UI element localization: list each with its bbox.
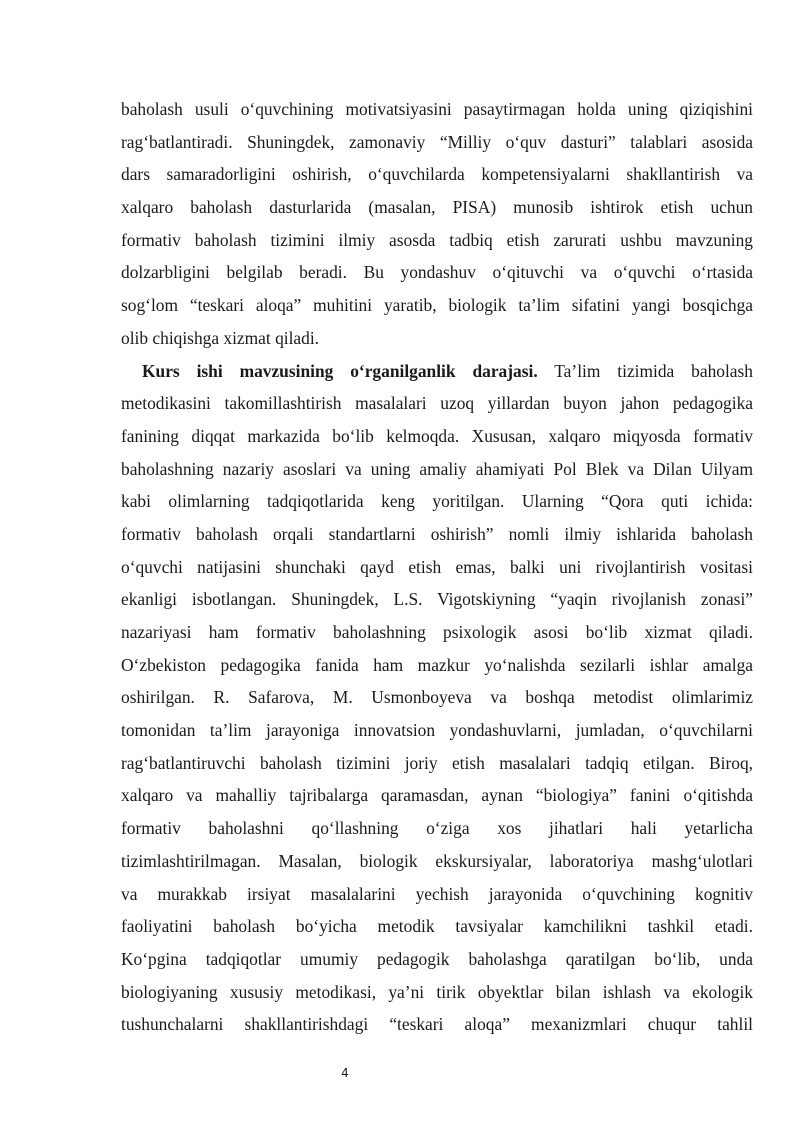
text-line: rag‘batlantiradi. Shuningdek, zamonaviy “Milliy o‘quv dasturi” talablari asosida bbox=[121, 131, 753, 152]
paragraph-first-line bbox=[121, 355, 753, 388]
text-line: o‘quvchi natijasini shunchaki qayd etish emas, balki uni rivojlantirish vositasi bbox=[121, 556, 753, 577]
text-line: xalqaro va mahalliy tajribalarga qaramasdan, aynan “biologiya” fanini o‘qitishda bbox=[121, 785, 753, 806]
text-line: faoliyatini baholash bo‘yicha metodik tavsiyalar kamchilikni tashkil etadi. bbox=[121, 916, 753, 937]
text-line: ekanligi isbotlangan. Shuningdek, L.S. Vigotskiyning “yaqin rivojlanish zonasi” bbox=[121, 589, 753, 610]
text-line: tizimlashtirilmagan. Masalan, biologik ekskursiyalar, laboratoriya mashg‘ulotlari bbox=[121, 850, 753, 871]
text-line: tomonidan ta’lim jarayoniga innovatsion yondashuvlarni, jumladan, o‘quvchilarni bbox=[121, 720, 753, 741]
text-line: sog‘lom “teskari aloqa” muhitini yaratib, biologik ta’lim sifatini yangi bosqichga bbox=[121, 295, 753, 316]
body-text bbox=[121, 93, 753, 1041]
text-line: nazariyasi ham formativ baholashning psixologik asosi bo‘lib xizmat qiladi. bbox=[121, 622, 753, 642]
text-line: biologiyaning xususiy metodikasi, ya’ni tirik obyektlar bilan ishlash va ekologik bbox=[121, 981, 753, 1002]
text-line: xalqaro baholash dasturlarida (masalan, PISA) munosib ishtirok etish uchun bbox=[121, 197, 753, 218]
text-line: fanining diqqat markazida bo‘lib kelmoqda. Xususan, xalqaro miqyosda formativ bbox=[121, 425, 753, 446]
text-line: metodikasini takomillashtirish masalalari uzoq yillardan buyon jahon pedagogika bbox=[121, 393, 753, 414]
section-heading: Kurs ishi mavzusining o‘rganilganlik darajasi. bbox=[142, 360, 538, 381]
text-line: oshirilgan. R. Safarova, M. Usmonboyeva va boshqa metodist olimlarimiz bbox=[121, 687, 753, 708]
text-line: formativ baholash tizimini ilmiy asosda tadbiq etish zarurati ushbu mavzuning bbox=[121, 229, 753, 250]
text-line: baholashning nazariy asoslari va uning amaliy ahamiyati Pol Blek va Dilan Uilyam bbox=[121, 458, 753, 479]
text-line: rag‘batlantiruvchi baholash tizimini joriy etish masalalari tadqiq etilgan. Biroq, bbox=[121, 752, 753, 773]
page-number: 4 bbox=[341, 1066, 349, 1080]
text-line: O‘zbekiston pedagogika fanida ham mazkur yo‘nalishda sezilarli ishlar amalga bbox=[121, 654, 753, 675]
text-line: dars samaradorligini oshirish, o‘quvchilarda kompetensiyalarni shakllantirish va bbox=[121, 164, 753, 185]
text-line: tushunchalarni shakllantirishdagi “teskari aloqa” mexanizmlari chuqur tahlil bbox=[121, 1014, 753, 1035]
text-line: Ko‘pgina tadqiqotlar umumiy pedagogik baholashga qaratilgan bo‘lib, unda bbox=[121, 948, 753, 969]
text-line: formativ baholashni qo‘llashning o‘ziga xos jihatlari hali yetarlicha bbox=[121, 818, 753, 839]
text-line: va murakkab irsiyat masalalarini yechish jarayonida o‘quvchining kognitiv bbox=[121, 883, 753, 904]
text-line: kabi olimlarning tadqiqotlarida keng yoritilgan. Ularning “Qora quti ichida: bbox=[121, 491, 753, 512]
text-line: olib chiqishga xizmat qiladi. bbox=[121, 327, 320, 348]
text-fragment: Ta’lim tizimida baholash bbox=[537, 360, 753, 381]
text-line: dolzarbligini belgilab beradi. Bu yondashuv o‘qituvchi va o‘quvchi o‘rtasida bbox=[121, 262, 753, 283]
text-line: formativ baholash orqali standartlarni oshirish” nomli ilmiy ishlarida baholash bbox=[121, 523, 753, 544]
text-line: baholash usuli o‘quvchining motivatsiyasini pasaytirmagan holda uning qiziqishini bbox=[121, 99, 753, 119]
